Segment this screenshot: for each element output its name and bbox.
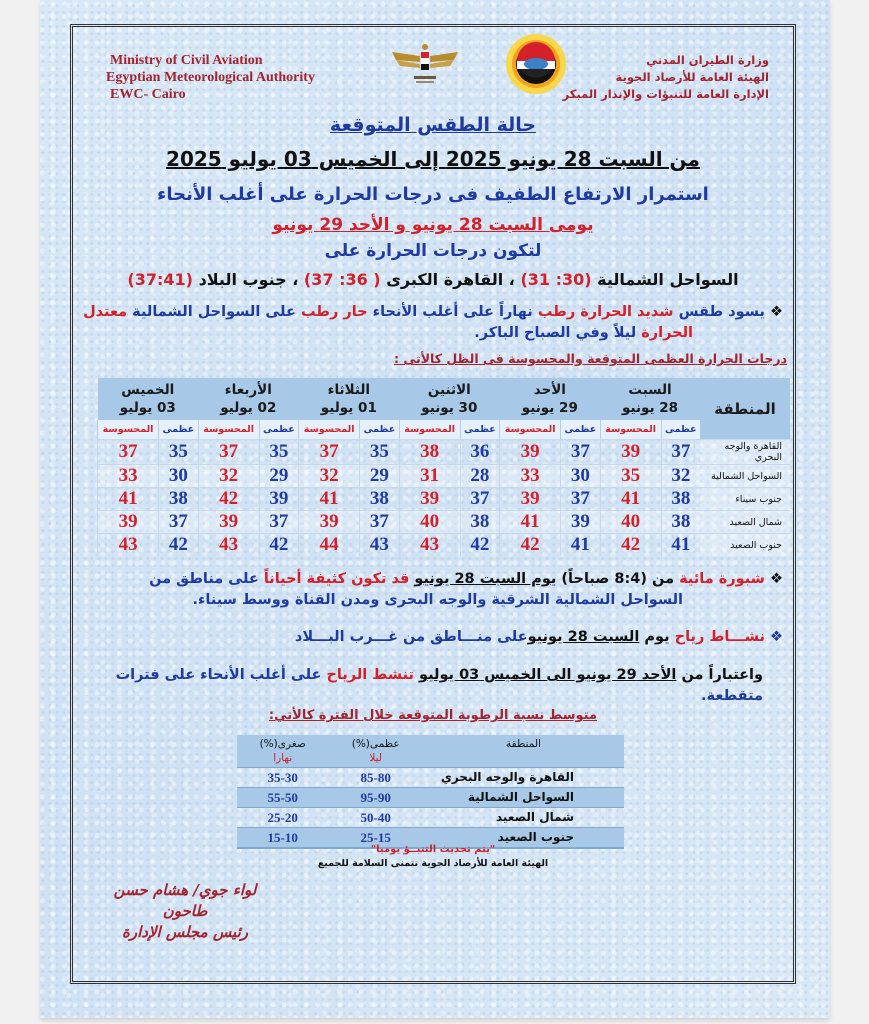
max-temp: 36 bbox=[460, 440, 499, 465]
humidity-min: 25-20 bbox=[237, 808, 328, 828]
table-row bbox=[98, 440, 791, 465]
text: نشـــاط رياح bbox=[674, 629, 765, 645]
bullet-fog bbox=[83, 569, 783, 611]
table-row bbox=[237, 768, 624, 788]
signature-name: لواء جوي/ هشام حسن طاحون bbox=[113, 881, 257, 920]
authority-name-en: Egyptian Meteorological Authority bbox=[106, 70, 315, 85]
humidity-max-header: عظمى(%) ليلا bbox=[328, 735, 423, 768]
max-temp: 42 bbox=[159, 534, 198, 557]
civil-aviation-wings-logo bbox=[390, 40, 460, 88]
cairo-value: ( 36: 37) bbox=[303, 270, 381, 289]
max-temp: 38 bbox=[661, 511, 700, 534]
max-temp: 30 bbox=[159, 465, 198, 488]
max-subheader: عظمى bbox=[460, 420, 499, 440]
temps-intro: لتكون درجات الحرارة على bbox=[324, 241, 542, 261]
text: السواحل الشمالية الشرقية والوجه البحرى ومدن القناة ووسط سيناء. bbox=[192, 592, 683, 608]
center-name-ar: الإدارة العامة للتنبؤات والإنذار المبكر bbox=[562, 87, 769, 101]
text: يوم bbox=[644, 629, 670, 645]
update-note: "يتم تحديث التنبــؤ يوميا" bbox=[370, 844, 496, 855]
north-coast-value: (30: 31) bbox=[520, 270, 592, 289]
feels-like-temp: 35 bbox=[600, 465, 661, 488]
max-temp: 37 bbox=[561, 488, 600, 511]
region-name: القاهرة والوجه البحري bbox=[700, 440, 790, 465]
humidity-min-header: صغرى(%) نهارا bbox=[237, 735, 328, 768]
feels-like-temp: 40 bbox=[600, 511, 661, 534]
table-row bbox=[237, 808, 624, 828]
temp-table-caption: درجات الحرارة العظمى المتوقعة والمحسوسة فى الظل كالأتى : bbox=[394, 351, 787, 366]
temps-summary bbox=[72, 270, 794, 289]
feels-like-temp: 42 bbox=[198, 488, 259, 511]
feels-like-temp: 39 bbox=[98, 511, 159, 534]
signature bbox=[100, 880, 270, 943]
feels-like-temp: 37 bbox=[299, 440, 360, 465]
max-temp: 32 bbox=[661, 465, 700, 488]
max-subheader: عظمى bbox=[561, 420, 600, 440]
safety-wish: الهيئة العامة للأرصاد الجوية تتمنى السلامة للجميع bbox=[317, 858, 549, 869]
region-name: جنوب الصعيد bbox=[700, 534, 790, 557]
ministry-name-ar: وزارة الطيران المدني bbox=[646, 53, 769, 67]
max-temp: 35 bbox=[259, 440, 298, 465]
region-name: السواحل الشمالية bbox=[700, 465, 790, 488]
signature-title: رئيس مجلس الإدارة bbox=[122, 923, 248, 941]
text: من (8:4 صباحاً) bbox=[561, 571, 675, 587]
feels-like-subheader: المحسوسة bbox=[500, 420, 561, 440]
feels-like-temp: 31 bbox=[399, 465, 460, 488]
max-temp: 37 bbox=[561, 440, 600, 465]
max-temp: 39 bbox=[561, 511, 600, 534]
winds-continuation bbox=[63, 665, 763, 707]
forecast-period: من السبت 28 يونيو 2025 إلى الخميس 03 يوليو 2025 bbox=[166, 147, 700, 171]
header-english bbox=[106, 52, 315, 103]
feels-like-subheader: المحسوسة bbox=[198, 420, 259, 440]
feels-like-temp: 39 bbox=[299, 511, 360, 534]
north-coast-label: السواحل الشمالية bbox=[597, 270, 739, 289]
text: واعتباراً من bbox=[681, 667, 763, 683]
text: الحرارة bbox=[641, 325, 693, 341]
max-temp: 38 bbox=[460, 511, 499, 534]
text: يوم السبت 28 يونيو bbox=[414, 571, 557, 587]
max-temp: 42 bbox=[460, 534, 499, 557]
max-temp: 38 bbox=[360, 488, 399, 511]
region-name: جنوب الصعيد bbox=[423, 828, 624, 849]
max-temp: 30 bbox=[561, 465, 600, 488]
text: ليلاً وفي الصباح الباكر. bbox=[474, 325, 637, 341]
feels-like-temp: 39 bbox=[198, 511, 259, 534]
table-row bbox=[98, 488, 791, 511]
feels-like-temp: 41 bbox=[98, 488, 159, 511]
max-temp: 41 bbox=[561, 534, 600, 557]
text: معتدل bbox=[83, 304, 128, 320]
humidity-region-header: المنطقة bbox=[423, 735, 624, 768]
feels-like-temp: 32 bbox=[198, 465, 259, 488]
day-header: الاثنين 30 يونيو bbox=[399, 378, 500, 420]
temperature-table bbox=[97, 378, 790, 556]
humidity-min: 15-10 bbox=[237, 828, 328, 849]
max-temp: 29 bbox=[259, 465, 298, 488]
feels-like-temp: 40 bbox=[399, 511, 460, 534]
max-temp: 42 bbox=[259, 534, 298, 557]
feels-like-temp: 33 bbox=[500, 465, 561, 488]
day-header: الأربعاء 02 يوليو bbox=[198, 378, 299, 420]
max-temp: 37 bbox=[661, 440, 700, 465]
feels-like-subheader: المحسوسة bbox=[98, 420, 159, 440]
max-temp: 35 bbox=[159, 440, 198, 465]
feels-like-temp: 41 bbox=[600, 488, 661, 511]
feels-like-temp: 39 bbox=[500, 440, 561, 465]
humidity-max: 85-80 bbox=[328, 768, 423, 788]
max-temp: 37 bbox=[460, 488, 499, 511]
region-name: القاهرة والوجه البحري bbox=[423, 768, 624, 788]
max-subheader: عظمى bbox=[360, 420, 399, 440]
feels-like-temp: 43 bbox=[399, 534, 460, 557]
text: قد تكون كثيفة أحياناً bbox=[263, 571, 410, 587]
table-row bbox=[98, 534, 791, 557]
max-temp: 41 bbox=[661, 534, 700, 557]
max-subheader: عظمى bbox=[661, 420, 700, 440]
ministry-name-en: Ministry of Civil Aviation bbox=[110, 53, 263, 68]
humidity-min: 55-50 bbox=[237, 788, 328, 808]
text: حار رطب bbox=[300, 304, 368, 320]
feels-like-subheader: المحسوسة bbox=[299, 420, 360, 440]
region-name: شمال الصعيد bbox=[700, 511, 790, 534]
feels-like-temp: 41 bbox=[500, 511, 561, 534]
region-header: المنطقة bbox=[700, 378, 790, 440]
table-row bbox=[98, 511, 791, 534]
text: تنشط الرياح bbox=[326, 667, 414, 683]
feels-like-temp: 38 bbox=[399, 440, 460, 465]
feels-like-temp: 42 bbox=[600, 534, 661, 557]
feels-like-subheader: المحسوسة bbox=[399, 420, 460, 440]
max-temp: 38 bbox=[661, 488, 700, 511]
diamond-bullet-icon: ❖ bbox=[764, 629, 783, 645]
text: نهاراً على أغلب الأنحاء bbox=[372, 304, 533, 320]
header-arabic bbox=[563, 52, 769, 103]
ema-sun-logo bbox=[505, 33, 567, 95]
region-name: شمال الصعيد bbox=[423, 808, 624, 828]
feels-like-temp: 39 bbox=[600, 440, 661, 465]
table-row bbox=[98, 465, 791, 488]
center-name-en: EWC- Cairo bbox=[110, 87, 186, 102]
text: يسود طقس bbox=[678, 304, 765, 320]
feels-like-temp: 37 bbox=[98, 440, 159, 465]
region-name: جنوب سيناء bbox=[700, 488, 790, 511]
feels-like-temp: 42 bbox=[500, 534, 561, 557]
max-temp: 37 bbox=[259, 511, 298, 534]
max-temp: 35 bbox=[360, 440, 399, 465]
max-temp: 37 bbox=[360, 511, 399, 534]
max-temp: 37 bbox=[159, 511, 198, 534]
feels-like-temp: 43 bbox=[98, 534, 159, 557]
day-header: الخميس 03 يوليو bbox=[98, 378, 199, 420]
bullet-weather-conditions bbox=[83, 302, 783, 344]
feels-like-subheader: المحسوسة bbox=[600, 420, 661, 440]
south-label: ، جنوب البلاد bbox=[198, 270, 299, 289]
south-value: (37:41) bbox=[127, 270, 193, 289]
text: على السواحل الشمالية bbox=[132, 304, 296, 320]
bullet-winds bbox=[83, 627, 783, 648]
diamond-bullet-icon: ❖ bbox=[764, 571, 783, 587]
feels-like-temp: 39 bbox=[399, 488, 460, 511]
day-header: الثلاثاء 01 يوليو bbox=[299, 378, 400, 420]
feels-like-temp: 33 bbox=[98, 465, 159, 488]
humidity-max: 95-90 bbox=[328, 788, 423, 808]
text: على أغلب الأنحاء على فترات متقطعة. bbox=[115, 667, 763, 704]
text: السبت 28 يونيو bbox=[527, 629, 640, 645]
headline-days: يومى السبت 28 يونيو و الأحد 29 يونيو bbox=[272, 215, 594, 235]
max-temp: 43 bbox=[360, 534, 399, 557]
text: شديد الحرارة رطب bbox=[537, 304, 674, 320]
feels-like-temp: 39 bbox=[500, 488, 561, 511]
max-temp: 39 bbox=[259, 488, 298, 511]
humidity-min: 35-30 bbox=[237, 768, 328, 788]
authority-name-ar: الهيئة العامة للأرصاد الجوية bbox=[615, 70, 769, 84]
feels-like-temp: 32 bbox=[299, 465, 360, 488]
diamond-bullet-icon: ❖ bbox=[764, 304, 783, 320]
text: على مناطق من bbox=[149, 571, 259, 587]
humidity-max: 50-40 bbox=[328, 808, 423, 828]
day-header: الأحد 29 يونيو bbox=[500, 378, 601, 420]
text: على منـــاطق من غـــرب البـــلاد bbox=[294, 629, 528, 645]
max-subheader: عظمى bbox=[159, 420, 198, 440]
feels-like-temp: 44 bbox=[299, 534, 360, 557]
feels-like-temp: 41 bbox=[299, 488, 360, 511]
text: شبورة مائية bbox=[679, 571, 765, 587]
headline: استمرار الارتفاع الطفيف فى درجات الحرارة على أغلب الأنحاء bbox=[157, 184, 709, 205]
region-name: السواحل الشمالية bbox=[423, 788, 624, 808]
humidity-title: متوسط نسبة الرطوبة المتوقعة خلال الفترة كالأتي: bbox=[268, 708, 598, 723]
humidity-table bbox=[237, 735, 624, 849]
feels-like-temp: 37 bbox=[198, 440, 259, 465]
max-subheader: عظمى bbox=[259, 420, 298, 440]
max-temp: 38 bbox=[159, 488, 198, 511]
text: الأحد 29 يونيو الى الخميس 03 يوليو bbox=[419, 667, 677, 683]
day-header: السبت 28 يونيو bbox=[600, 378, 700, 420]
table-row bbox=[237, 788, 624, 808]
humidity-max: 25-15 bbox=[328, 828, 423, 849]
max-temp: 29 bbox=[360, 465, 399, 488]
feels-like-temp: 43 bbox=[198, 534, 259, 557]
page-title: حالة الطقس المتوقعة bbox=[329, 114, 537, 136]
max-temp: 28 bbox=[460, 465, 499, 488]
cairo-label: ، القاهرة الكبرى bbox=[386, 270, 515, 289]
